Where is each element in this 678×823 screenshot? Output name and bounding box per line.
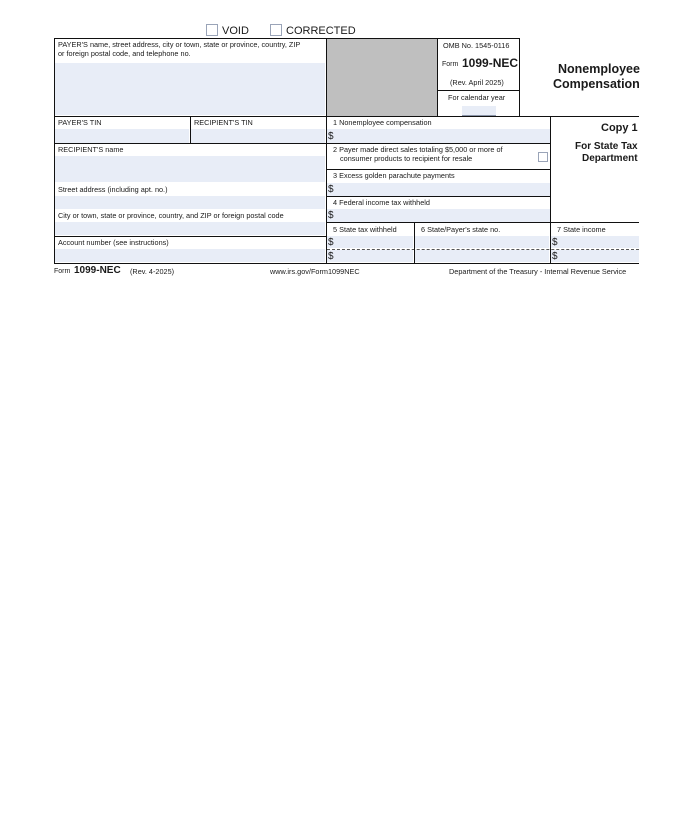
payer-name-label: PAYER'S name, street address, city or town, state or province, country, ZIP [58, 40, 301, 49]
footer-form-prefix: Form [54, 268, 71, 275]
city-label: City or town, state or province, country, and ZIP or foreign postal code [58, 211, 284, 220]
rule [550, 116, 551, 223]
rule [54, 38, 55, 264]
box4-label: 4 Federal income tax withheld [333, 198, 430, 207]
account-label: Account number (see instructions) [58, 238, 169, 247]
box7-field-a[interactable] [551, 236, 639, 248]
box5-dollar-b: $ [328, 251, 334, 262]
form-prefix: Form [442, 61, 459, 68]
rule [54, 38, 520, 39]
footer-url[interactable]: www.irs.gov/Form1099NEC [270, 267, 360, 276]
shaded-box [327, 39, 437, 116]
calendar-year-label: For calendar year [448, 93, 506, 102]
copy-for-line2: Department [582, 153, 638, 164]
footer-revision: (Rev. 4-2025) [130, 267, 175, 276]
rule [54, 116, 520, 117]
box5-label: 5 State tax withheld [333, 225, 397, 234]
box3-label: 3 Excess golden parachute payments [333, 171, 455, 180]
dashed-rule [327, 249, 639, 250]
rule [54, 263, 639, 264]
rule [54, 236, 327, 237]
form-title-line1: Nonemployee [558, 62, 640, 76]
box3-dollar: $ [328, 184, 334, 195]
account-field[interactable] [55, 249, 325, 262]
form-name: 1099-NEC [462, 56, 519, 70]
payer-name-label-2: or foreign postal code, and telephone no. [58, 49, 191, 58]
recipient-tin-label: RECIPIENT'S TIN [194, 118, 253, 127]
box2-checkbox[interactable] [538, 152, 548, 162]
box1-field[interactable] [327, 129, 550, 143]
recipient-name-label: RECIPIENT'S name [58, 145, 124, 154]
copy-for-line1: For State Tax [575, 141, 638, 152]
payer-name-field[interactable] [55, 63, 325, 115]
box4-dollar: $ [328, 210, 334, 221]
street-label: Street address (including apt. no.) [58, 185, 168, 194]
box1-label: 1 Nonemployee compensation [333, 118, 432, 127]
box2-label-line2: consumer products to recipient for resale [340, 154, 473, 163]
box7-dollar-b: $ [552, 251, 558, 262]
box7-dollar-a: $ [552, 237, 558, 248]
form-title-line2: Compensation [553, 77, 640, 91]
void-label: VOID [222, 25, 249, 37]
city-field[interactable] [55, 222, 325, 235]
form-revision: (Rev. April 2025) [450, 78, 504, 87]
rule [327, 169, 551, 170]
rule [437, 90, 520, 91]
corrected-label: CORRECTED [286, 25, 356, 37]
rule [414, 222, 415, 264]
rule [327, 196, 551, 197]
rule [519, 38, 520, 117]
box7-field-b[interactable] [551, 250, 639, 262]
box5-dollar-a: $ [328, 237, 334, 248]
payer-tin-label: PAYER'S TIN [58, 118, 102, 127]
rule [550, 222, 551, 264]
box5-field-b[interactable] [327, 250, 413, 262]
rule [520, 116, 639, 117]
recipient-name-field[interactable] [55, 156, 325, 182]
box6-label: 6 State/Payer's state no. [421, 225, 501, 234]
rule [437, 38, 438, 117]
box1-dollar: $ [328, 131, 334, 142]
footer-department: Department of the Treasury - Internal Revenue Service [449, 267, 627, 276]
box5-field-a[interactable] [327, 236, 413, 248]
rule [190, 116, 191, 144]
rule [54, 143, 551, 144]
payer-tin-field[interactable] [55, 129, 189, 143]
street-field[interactable] [55, 196, 325, 209]
recipient-tin-field[interactable] [191, 129, 325, 143]
box4-field[interactable] [327, 209, 550, 222]
corrected-checkbox[interactable] [270, 24, 282, 36]
box6-field-b[interactable] [415, 250, 549, 262]
box6-field-a[interactable] [415, 236, 549, 248]
box2-label-line1: 2 Payer made direct sales totaling $5,000 or more of [333, 145, 503, 154]
rule [326, 38, 327, 264]
void-checkbox[interactable] [206, 24, 218, 36]
box7-label: 7 State income [557, 225, 606, 234]
footer-form-name: 1099-NEC [74, 265, 121, 276]
omb-number: OMB No. 1545-0116 [443, 41, 510, 50]
copy-label: Copy 1 [601, 122, 638, 134]
box3-field[interactable] [327, 183, 550, 196]
calendar-year-field[interactable] [462, 106, 496, 116]
rule [327, 222, 639, 223]
